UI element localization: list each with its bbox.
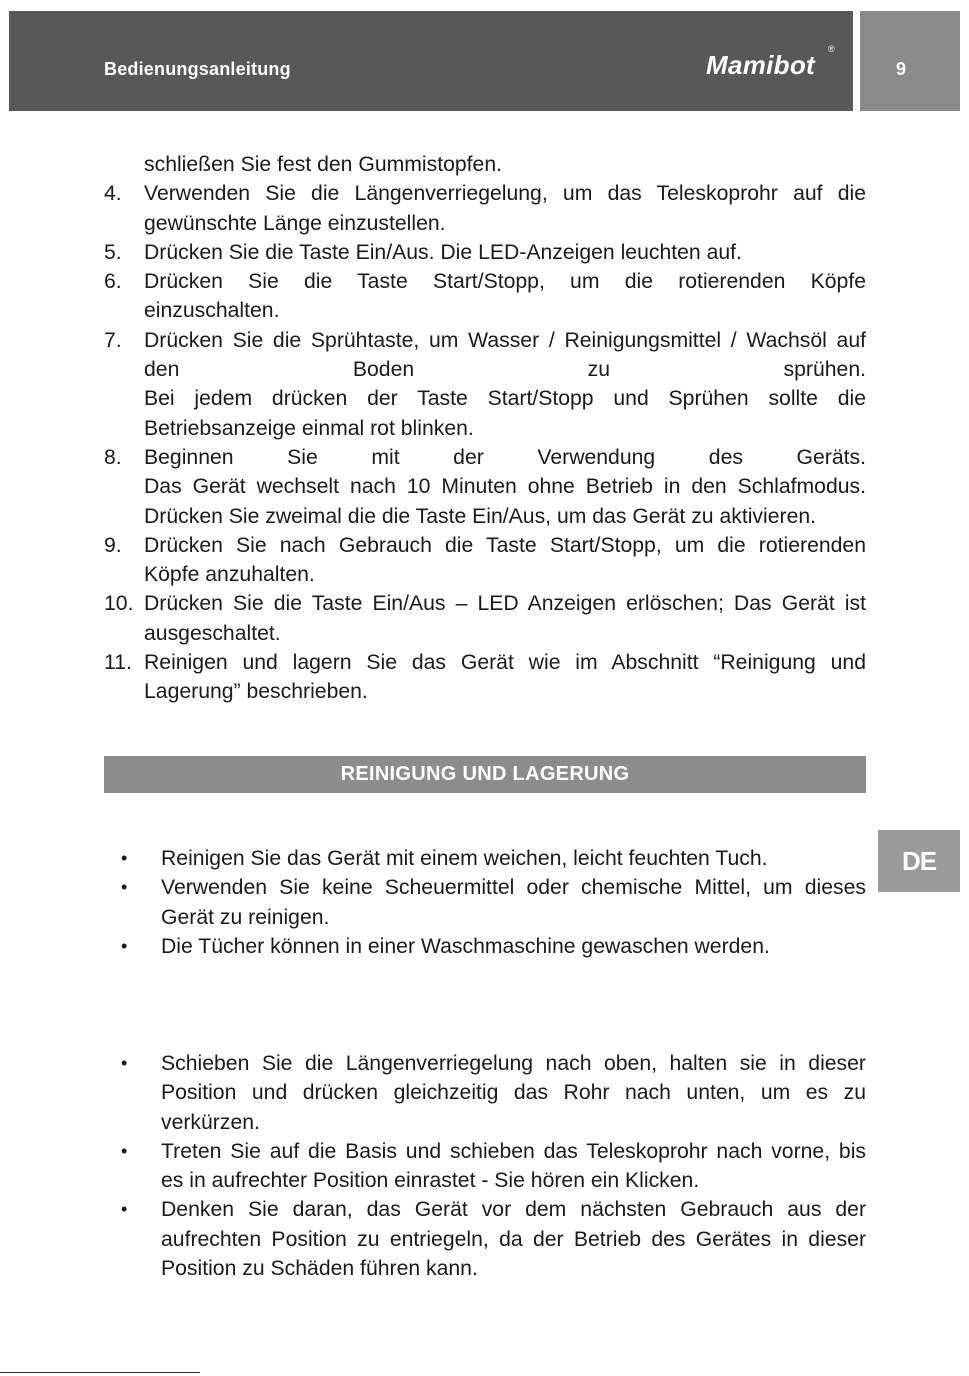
step-line-row <box>104 238 866 267</box>
storage-bullet-list <box>104 1049 866 1283</box>
step-line-row <box>104 267 866 296</box>
step-text-line: Bei jedem drücken der Taste Start/Stopp und Sprühen sollte die <box>144 387 866 411</box>
step-line-row <box>104 472 866 501</box>
bullet-text-line: Denken Sie daran, das Gerät vor dem nächsten Gebrauch aus der <box>161 1198 866 1222</box>
step-line-row <box>104 296 866 325</box>
step-text-line: Verwenden Sie die Längenverriegelung, um das Teleskoprohr auf die <box>144 182 866 206</box>
bullet-line-row <box>104 1254 866 1283</box>
section-heading: REINIGUNG UND LAGERUNG <box>104 756 866 793</box>
step-line-row <box>104 355 866 384</box>
step-item <box>104 443 866 531</box>
page-number-box <box>860 11 960 111</box>
bullet-text-line: Treten Sie auf die Basis und schieben das Teleskoprohr nach vorne, bis <box>161 1139 866 1163</box>
step-text-line: Drücken Sie die Sprühtaste, um Wasser / Reinigungsmittel / Wachsöl auf <box>144 328 866 352</box>
step-line-row <box>104 648 866 677</box>
steps-list <box>104 150 866 707</box>
step-text-line: Drücken Sie die Taste Ein/Aus. Die LED-Anzeigen leuchten auf. <box>144 240 742 264</box>
bullet-text-line: Position und drücken gleichzeitig das Rohr nach unten, um es zu <box>161 1081 866 1105</box>
step-number: 9. <box>104 533 122 557</box>
bullet-text-line: Verwenden Sie keine Scheuermittel oder chemische Mittel, um dieses <box>161 876 866 900</box>
step-item <box>104 267 866 326</box>
step-text-line: einzuschalten. <box>144 299 280 323</box>
bullet-line-row <box>104 873 866 902</box>
bullet-item <box>104 1137 866 1196</box>
step-item <box>104 326 866 443</box>
bullet-line-row <box>104 1078 866 1107</box>
bullet-text-line: Die Tücher können in einer Waschmaschine gewaschen werden. <box>161 934 770 958</box>
step-line-row <box>104 531 866 560</box>
step-number: 7. <box>104 328 122 352</box>
step-text-line: Drücken Sie die Taste Start/Stopp, um die rotierenden Köpfe <box>144 270 866 294</box>
step-item <box>104 238 866 267</box>
bullet-text-line: Reinigen Sie das Gerät mit einem weichen, leicht feuchten Tuch. <box>161 847 768 870</box>
step-text-line: Köpfe anzuhalten. <box>144 563 315 587</box>
step-item <box>104 531 866 590</box>
step-line-row <box>104 414 866 443</box>
bullet-item <box>104 844 866 873</box>
step-text-line: Drücken Sie nach Gebrauch die Taste Start/Stopp, um die rotierenden <box>144 533 866 557</box>
step-number: 5. <box>104 240 122 264</box>
step-text-line: Drücken Sie zweimal die die Taste Ein/Aus, um das Gerät zu aktivieren. <box>144 504 817 528</box>
bullet-item <box>104 1195 866 1283</box>
bullet-dot-icon: • <box>121 877 128 898</box>
bullet-item <box>104 932 866 961</box>
step-line-row <box>104 502 866 531</box>
step-text-line: schließen Sie fest den Gummistopfen. <box>144 153 503 176</box>
step-text-line: ausgeschaltet. <box>144 621 281 645</box>
header-title: Bedienungsanleitung <box>104 59 291 79</box>
step-text-line: Das Gerät wechselt nach 10 Minuten ohne Betrieb in den Schlafmodus. <box>144 475 866 499</box>
bullet-text-line: es in aufrechter Position einrastet - Sie hören ein Klicken. <box>161 1169 700 1193</box>
bullet-line-row <box>104 1108 866 1137</box>
step-line-row <box>104 384 866 413</box>
step-text-line: Drücken Sie die Taste Ein/Aus – LED Anzeigen erlöschen; Das Gerät ist <box>144 592 866 616</box>
step-line-row <box>104 150 866 179</box>
step-line-row <box>104 326 866 355</box>
step-text-line: gewünschte Länge einzustellen. <box>144 211 446 235</box>
bullet-dot-icon: • <box>121 1199 128 1220</box>
step-item <box>104 150 866 179</box>
step-line-row <box>104 589 866 618</box>
bullet-line-row <box>104 903 866 932</box>
cleaning-bullet-list <box>104 844 866 961</box>
bullet-text-line: Gerät zu reinigen. <box>161 905 330 929</box>
bullet-line-row <box>104 1166 866 1195</box>
bullet-text-line: aufrechten Position zu entriegeln, da der Betrieb des Gerätes in dieser <box>161 1227 866 1251</box>
bullet-text-line: verkürzen. <box>161 1110 260 1134</box>
step-line-row <box>104 209 866 238</box>
step-text-line: Lagerung” beschrieben. <box>144 680 368 704</box>
bullet-line-row <box>104 1137 866 1166</box>
language-tab: DE <box>878 830 960 892</box>
step-line-row <box>104 560 866 589</box>
brand-logo: Mamibot <box>706 50 815 80</box>
bullet-dot-icon: • <box>121 848 128 868</box>
bullet-item <box>104 1049 866 1137</box>
footer-divider <box>0 1372 200 1373</box>
bullet-text-line: Schieben Sie die Längenverriegelung nach oben, halten sie in dieser <box>161 1052 866 1075</box>
step-text-line: den Boden zu sprühen. <box>144 358 866 382</box>
bullet-item <box>104 873 866 932</box>
step-item <box>104 179 866 238</box>
step-line-row <box>104 677 866 706</box>
bullet-text-line: Position zu Schäden führen kann. <box>161 1257 478 1281</box>
registered-mark: ® <box>828 44 835 54</box>
step-number: 11. <box>104 651 132 675</box>
step-line-row <box>104 179 866 208</box>
step-number: 6. <box>104 270 122 294</box>
step-text-line: Betriebsanzeige einmal rot blinken. <box>144 416 474 440</box>
step-number: 4. <box>104 182 122 206</box>
bullet-line-row <box>104 1049 866 1078</box>
step-line-row <box>104 619 866 648</box>
bullet-dot-icon: • <box>121 935 128 956</box>
bullet-dot-icon: • <box>121 1053 128 1073</box>
step-text-line: Reinigen und lagern Sie das Gerät wie im Abschnitt “Reinigung und <box>144 651 866 675</box>
step-number: 8. <box>104 445 122 469</box>
bullet-line-row <box>104 932 866 961</box>
page-number: 9 <box>895 59 906 79</box>
bullet-line-row <box>104 844 866 873</box>
bullet-dot-icon: • <box>121 1140 128 1161</box>
step-item <box>104 648 866 707</box>
step-item <box>104 589 866 648</box>
step-line-row <box>104 443 866 472</box>
step-number: 10. <box>104 592 134 616</box>
bullet-line-row <box>104 1225 866 1254</box>
bullet-line-row <box>104 1195 866 1224</box>
step-text-line: Beginnen Sie mit der Verwendung des Geräts. <box>144 445 866 469</box>
